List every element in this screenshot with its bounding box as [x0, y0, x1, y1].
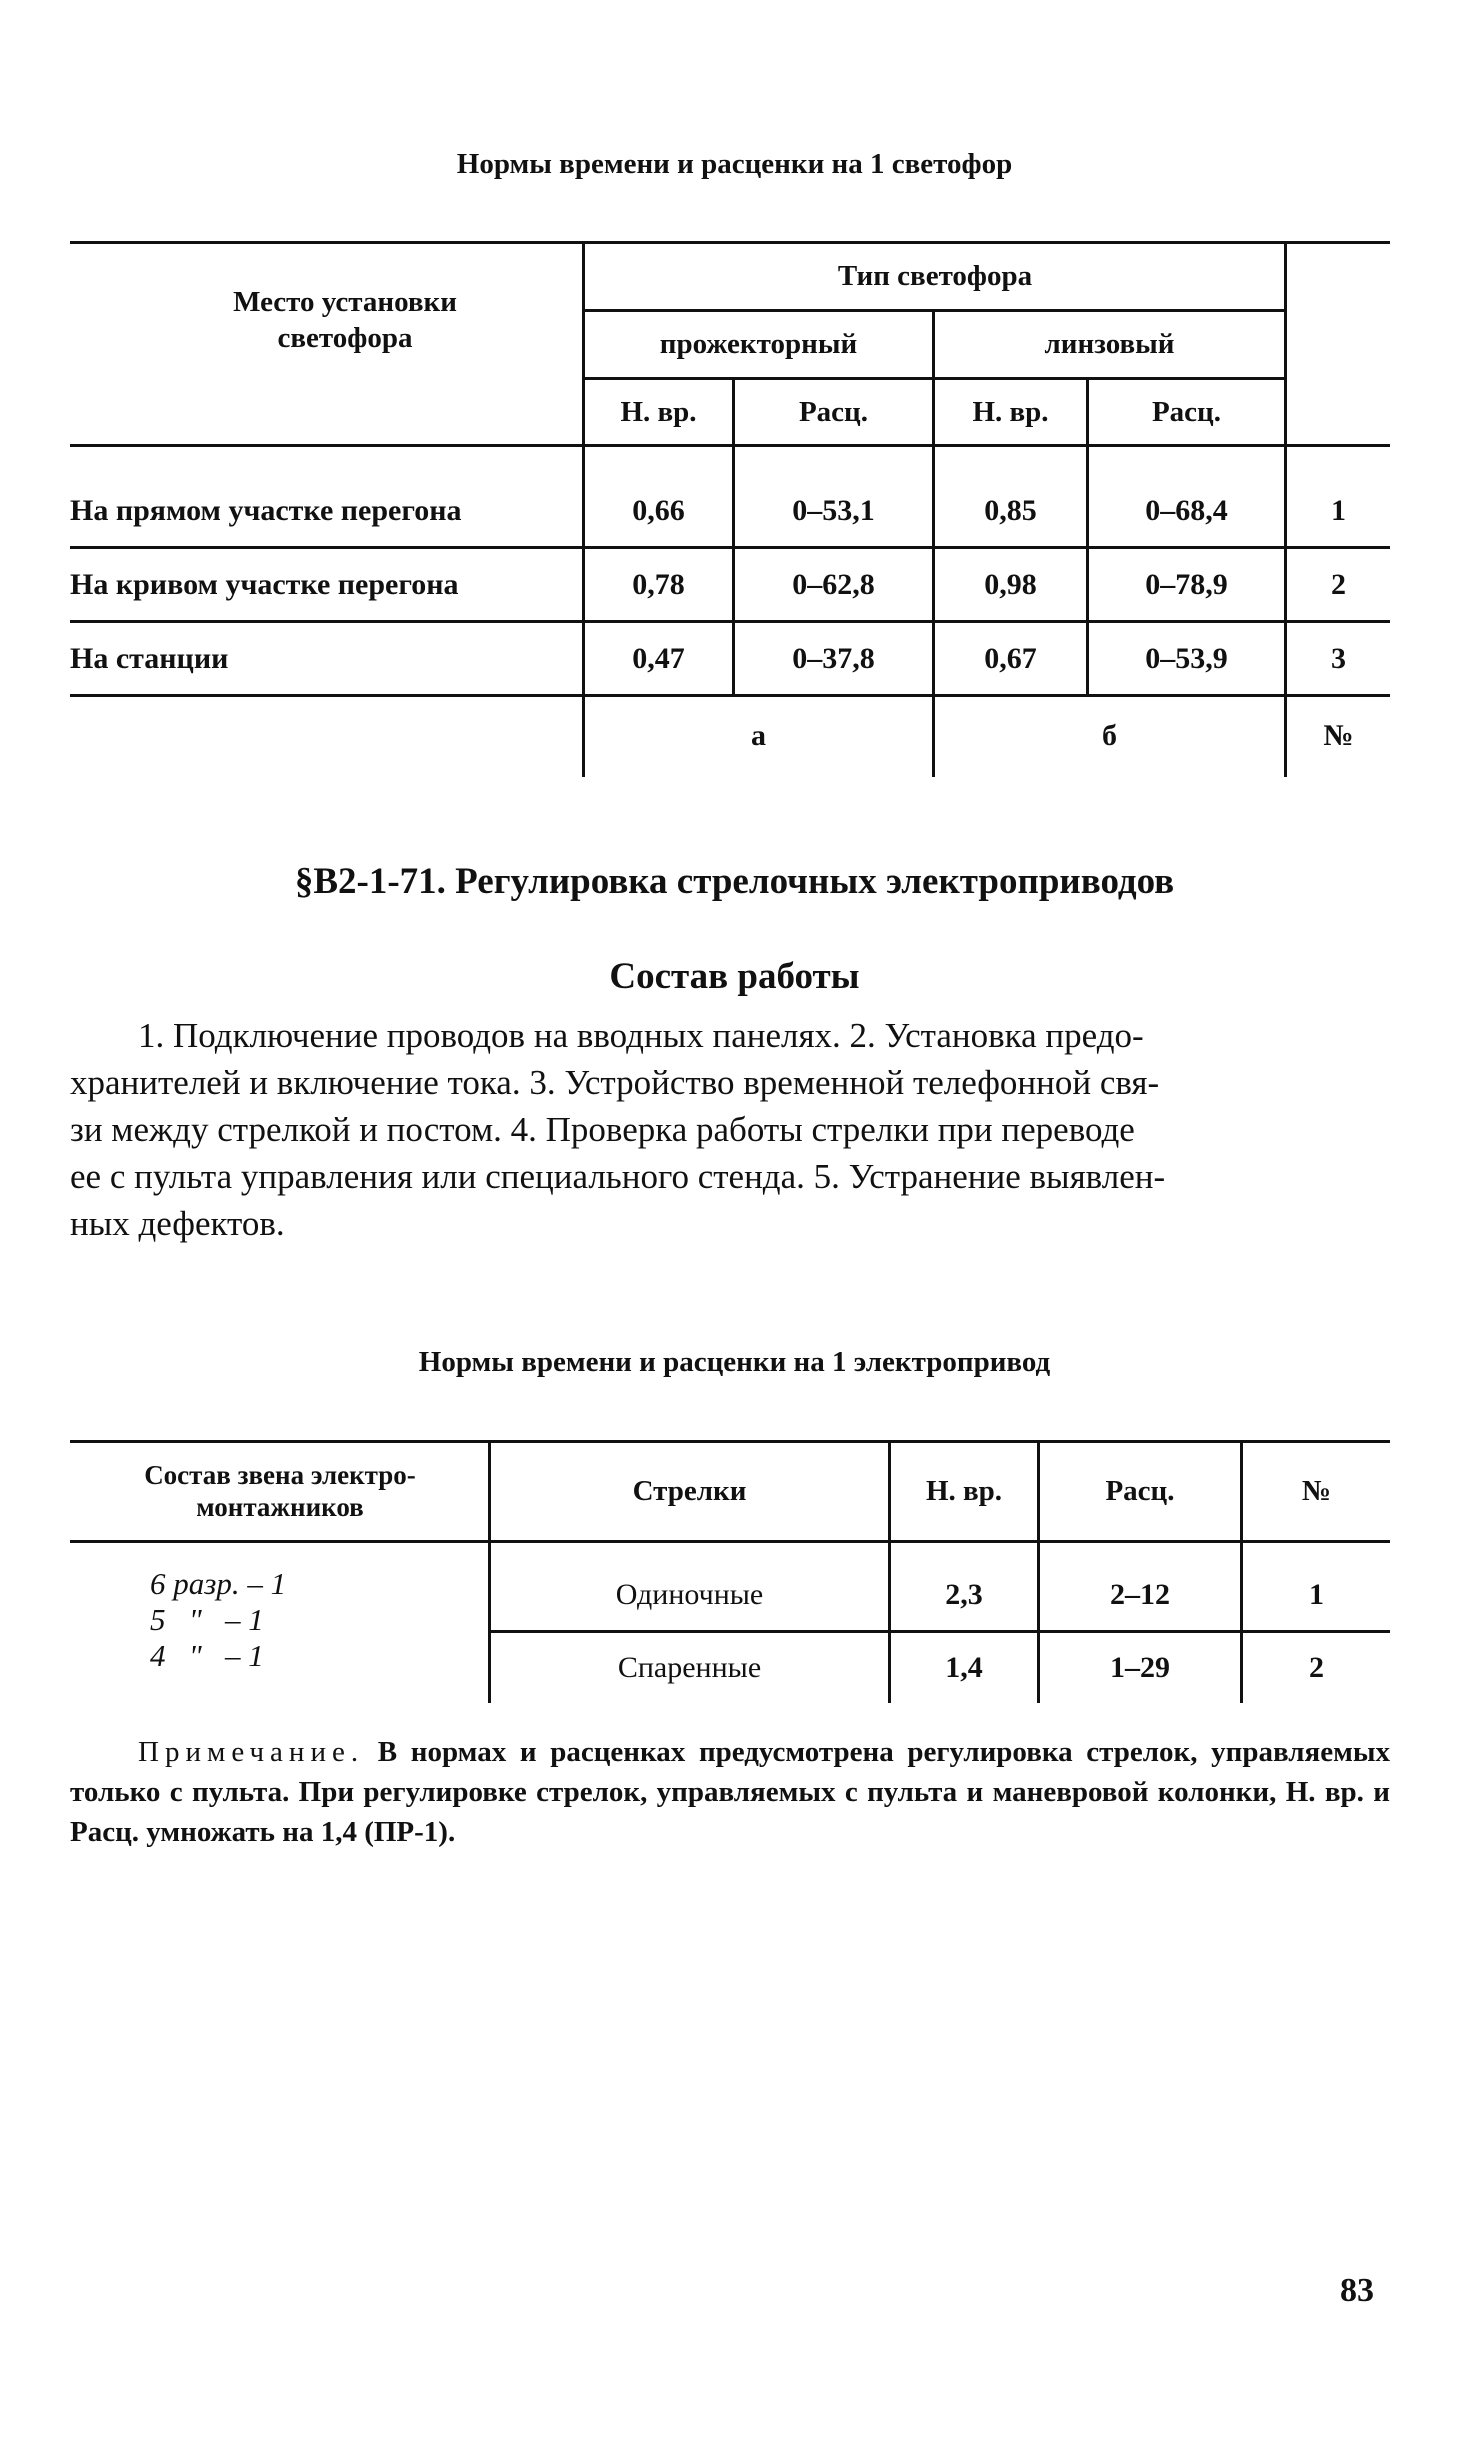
section-subtitle: Состав работы	[609, 956, 860, 997]
note-text: В нормах и расценках предусмотрена регулировка стрелок, управляемых только с пульта. При регулировке стрелок, управляемых с пульта и маневровой колонки, Н. вр. и Расц. умножать на 1,4 (ПР-1).	[70, 1736, 1390, 1848]
body-line: зи между стрелкой и постом. 4. Проверка работы стрелки при переводе	[70, 1110, 1135, 1149]
cell-p-rasc: 0–62,8	[792, 567, 875, 601]
col-rasc-projector: Расц.	[798, 395, 869, 428]
header-lens: линзовый	[1044, 328, 1175, 360]
col-nvr-projector: Н. вр.	[620, 395, 697, 428]
crew-line: 4 " – 1	[150, 1638, 264, 1673]
crew-list	[150, 1566, 286, 1674]
cell-switch: Одиночные	[615, 1578, 764, 1611]
body-line: 1. Подключение проводов на вводных панелях. 2. Установка предо-	[138, 1016, 1144, 1055]
body-line: ее с пульта управления или специального стенда. 5. Устранение выявлен-	[70, 1157, 1166, 1196]
cell-p-rasc: 0–37,8	[792, 641, 875, 675]
cell-l-nvr: 0,67	[984, 641, 1037, 675]
cell-num: 1	[1309, 1578, 1324, 1611]
cell-l-rasc: 0–53,9	[1145, 641, 1228, 675]
header-type: Тип светофора	[837, 260, 1033, 292]
page-number: 83	[1340, 2272, 1374, 2309]
cell-rasc: 1–29	[1110, 1651, 1170, 1684]
cell-num: 1	[1331, 494, 1346, 527]
cell-nvr: 1,4	[945, 1651, 983, 1684]
footer-b: б	[1102, 719, 1117, 752]
note	[70, 1732, 1390, 1852]
table1-caption: Нормы времени и расценки на 1 светофор	[456, 148, 1013, 180]
cell-p-nvr: 0,66	[632, 494, 685, 527]
footer-a: а	[751, 719, 766, 752]
cell-l-nvr: 0,85	[984, 494, 1037, 527]
col-nvr-lens: Н. вр.	[972, 395, 1049, 428]
section-title: §В2-1-71. Регулировка стрелочных электроприводов	[294, 861, 1175, 902]
cell-l-rasc: 0–68,4	[1145, 494, 1228, 527]
cell-num: 3	[1331, 641, 1346, 675]
cell-l-rasc: 0–78,9	[1145, 567, 1228, 601]
cell-p-nvr: 0,47	[632, 641, 685, 675]
header-num: №	[1301, 1475, 1332, 1507]
body-line: ных дефектов.	[70, 1204, 285, 1243]
cell-p-rasc: 0–53,1	[792, 494, 875, 527]
crew-line: 5 " – 1	[150, 1602, 264, 1637]
footer-num: №	[1323, 719, 1354, 752]
col-rasc-lens: Расц.	[1151, 395, 1222, 428]
header-projector: прожекторный	[659, 328, 858, 360]
table2-caption: Нормы времени и расценки на 1 электропривод	[418, 1346, 1051, 1378]
cell-p-nvr: 0,78	[632, 567, 685, 601]
header-switches: Стрелки	[632, 1475, 747, 1507]
header-place: Место установки светофора	[233, 286, 457, 354]
row-label: На станции	[70, 641, 229, 675]
crew-line: 6 разр. – 1	[150, 1566, 287, 1601]
row-label: На прямом участке перегона	[70, 494, 462, 527]
body-line: хранителей и включение тока. 3. Устройство временной телефонной свя-	[70, 1063, 1160, 1102]
note-label: Примечание.	[138, 1736, 365, 1768]
header-rasc: Расц.	[1105, 1475, 1175, 1507]
header-nvr: Н. вр.	[925, 1475, 1003, 1507]
cell-num: 2	[1331, 567, 1346, 601]
cell-nvr: 2,3	[945, 1578, 983, 1611]
cell-switch: Спаренные	[617, 1651, 762, 1684]
row-label: На кривом участке перегона	[70, 567, 459, 601]
cell-l-nvr: 0,98	[984, 567, 1037, 601]
cell-rasc: 2–12	[1110, 1578, 1170, 1611]
cell-num: 2	[1309, 1651, 1324, 1684]
header-crew: Состав звена электро-монтажников	[144, 1460, 416, 1522]
